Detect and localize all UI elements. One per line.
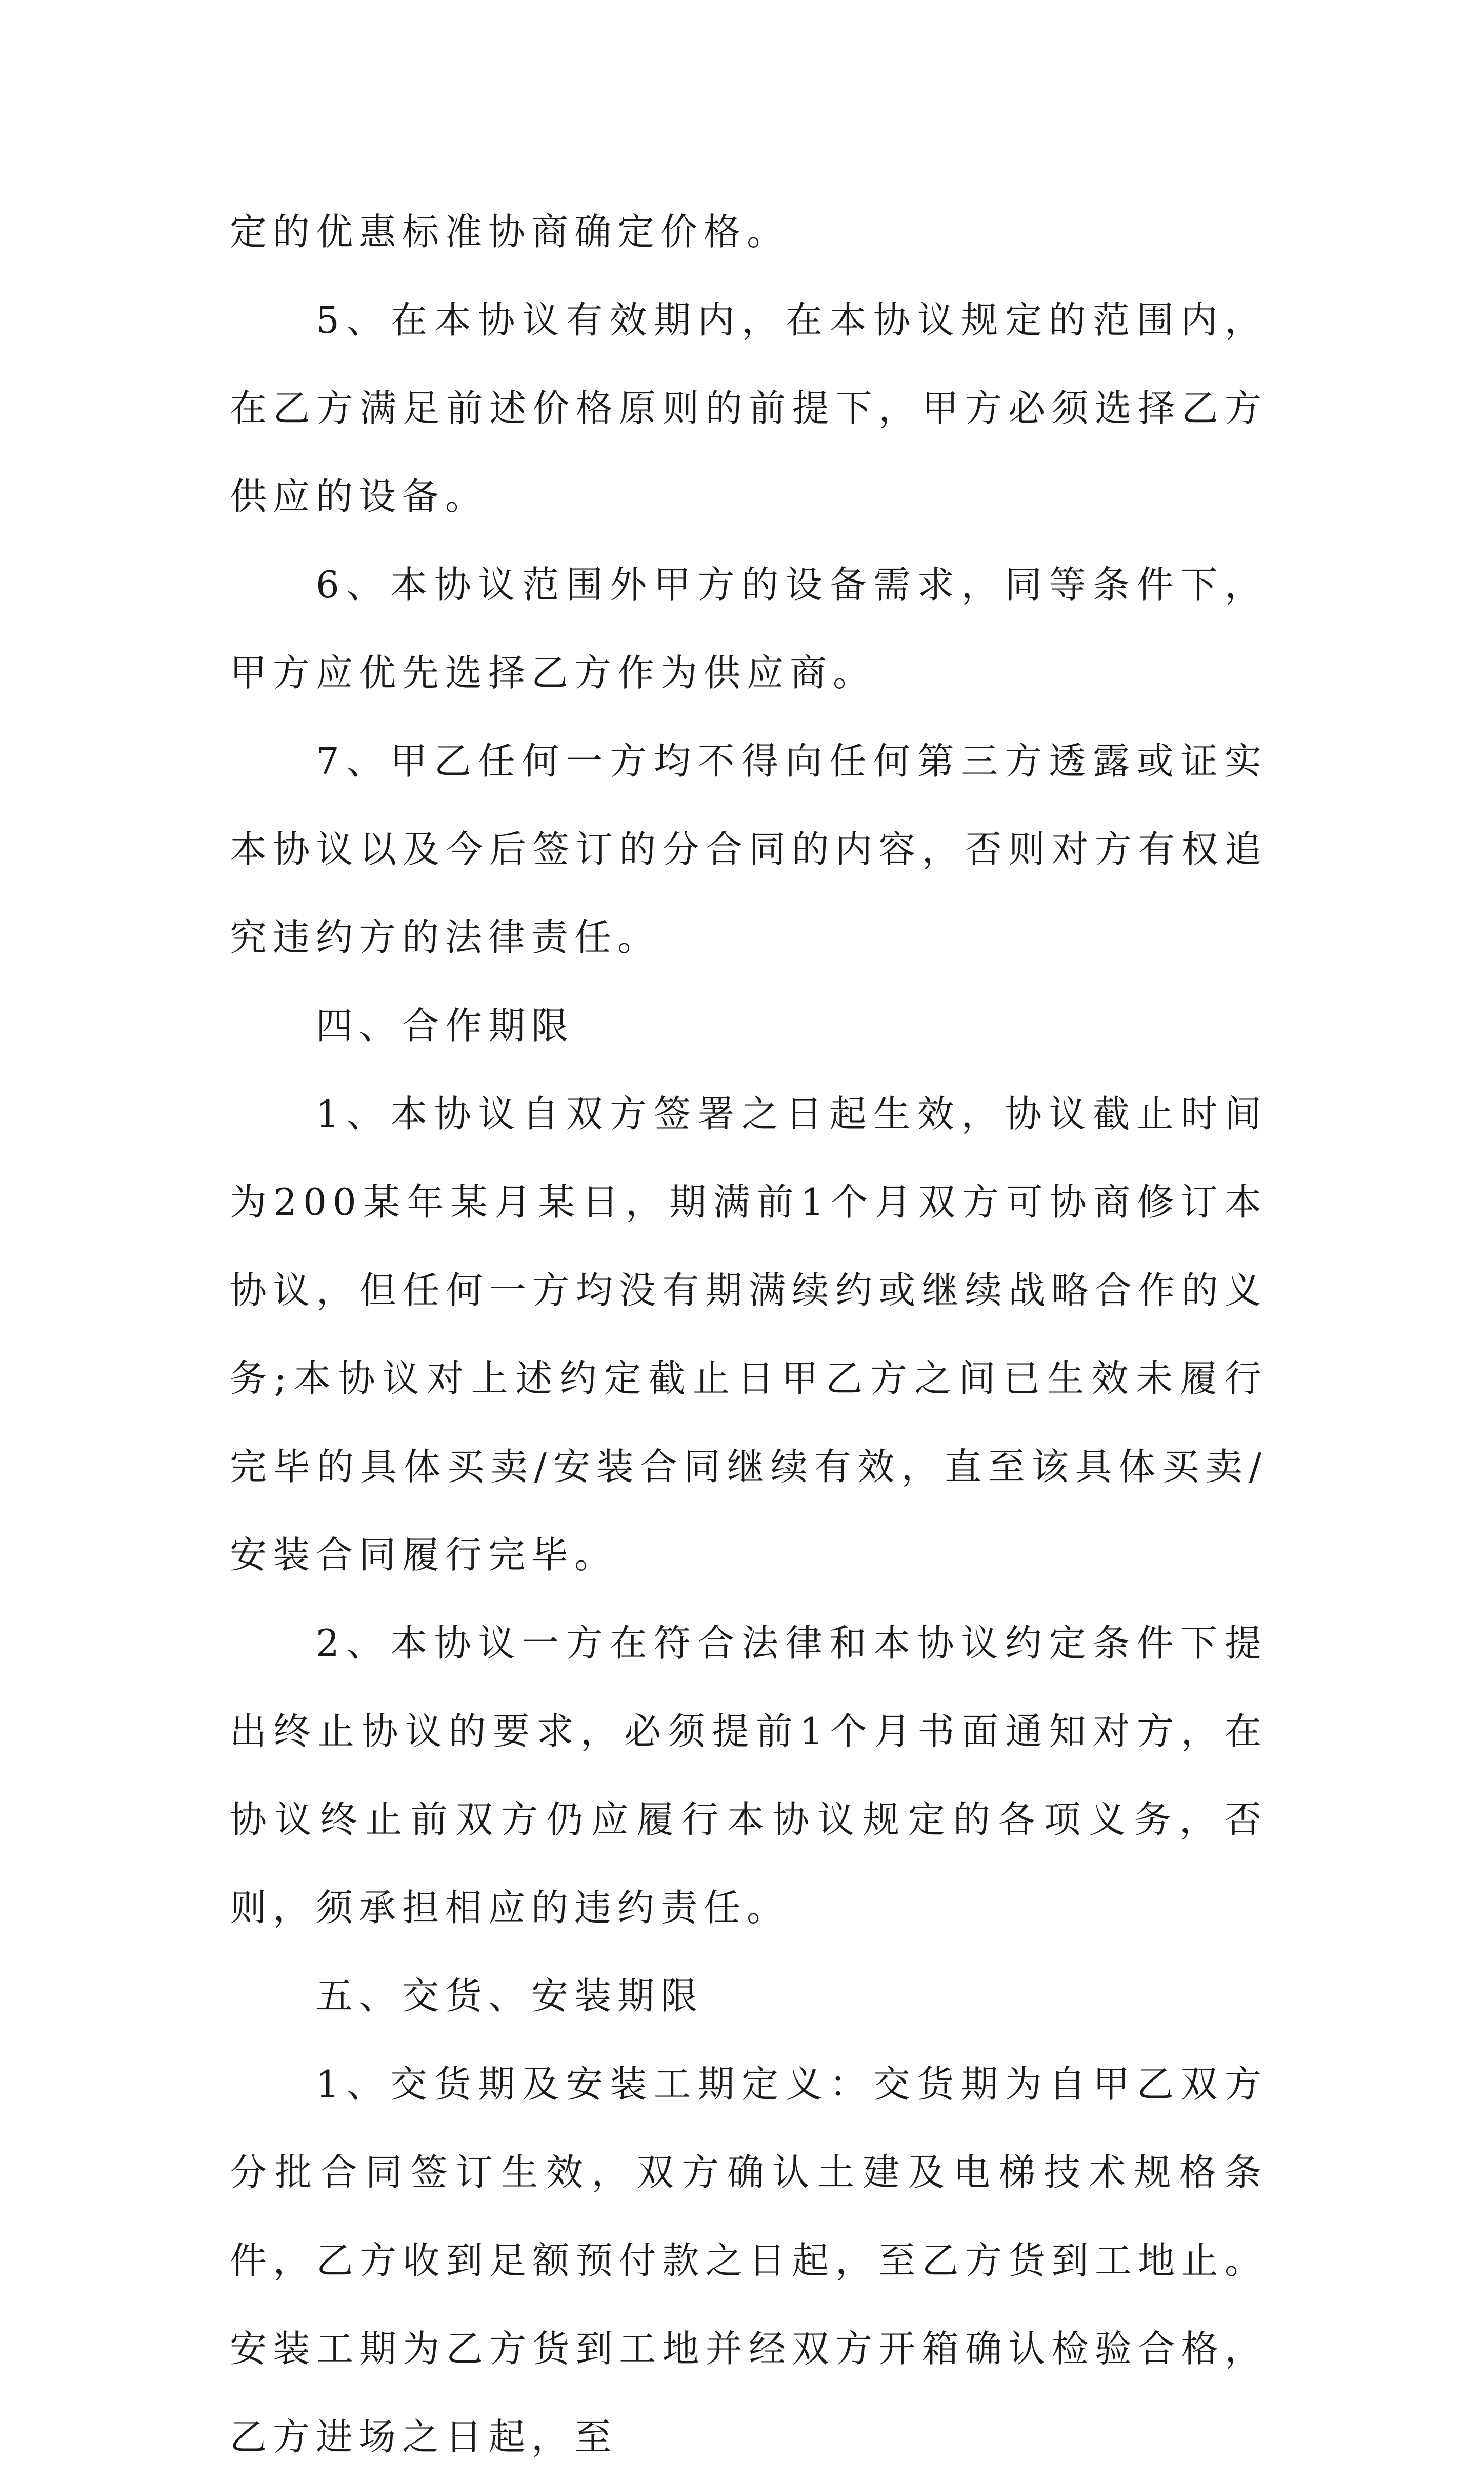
document-body — [230, 188, 1268, 2481]
paragraph-period-clause-1: 1、本协议自双方签署之日起生效，协议截止时间为200某年某月某日，期满前1个月双方可协商修订本协议，但任何一方均没有期满续约或继续战略合作的义务;本协议对上述约定截止日甲乙方之间已生效未履行完毕的具体买卖/安装合同继续有效，直至该具体买卖/安装合同履行完毕。 — [230, 1092, 1268, 1576]
paragraph-clause-7: 7、甲乙任何一方均不得向任何第三方透露或证实本协议以及今后签订的分合同的内容，否则对方有权追究违约方的法律责任。 — [230, 739, 1268, 959]
section-heading-cooperation-period: 四、合作期限 — [316, 1004, 575, 1047]
paragraph-delivery-clause-1: 1、交货期及安装工期定义：交货期为自甲乙双方分批合同签订生效，双方确认土建及电梯技术规格条件，乙方收到足额预付款之日起，至乙方货到工地止。安装工期为乙方货到工地并经双方开箱确认检验合格，乙方进场之日起，至 — [230, 2063, 1268, 2458]
paragraph-clause-5: 5、在本协议有效期内，在本协议规定的范围内，在乙方满足前述价格原则的前提下，甲方必须选择乙方供应的设备。 — [230, 298, 1268, 518]
paragraph-clause-6: 6、本协议范围外甲方的设备需求，同等条件下，甲方应优先选择乙方作为供应商。 — [230, 563, 1268, 694]
paragraph-continuation: 定的优惠标准协商确定价格。 — [230, 210, 790, 253]
paragraph-period-clause-2: 2、本协议一方在符合法律和本协议约定条件下提出终止协议的要求，必须提前1个月书面通知对方，在协议终止前双方仍应履行本协议规定的各项义务，否则，须承担相应的违约责任。 — [230, 1622, 1268, 1929]
section-heading-delivery-installation: 五、交货、安装期限 — [316, 1974, 704, 2017]
